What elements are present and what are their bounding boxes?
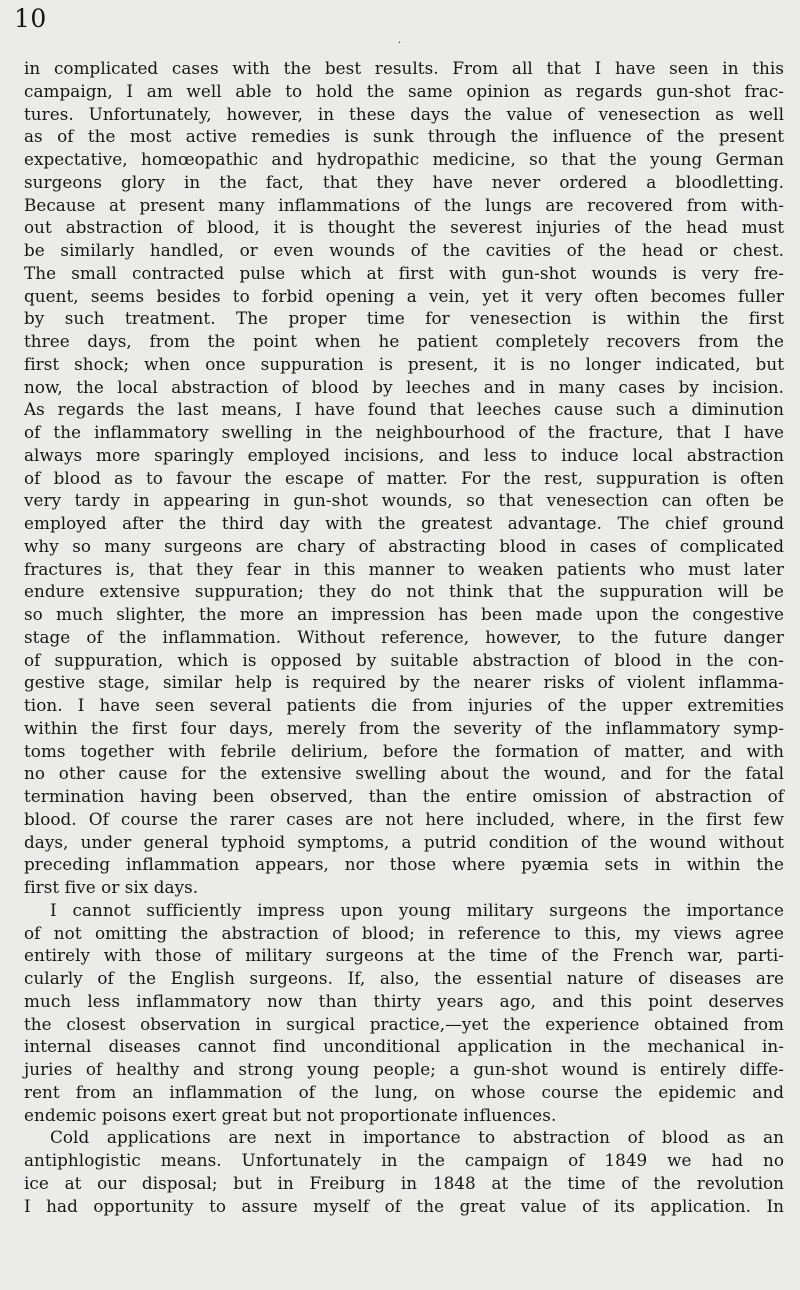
text-line: now, the local abstraction of blood by leeches and in many cases by incision. <box>24 376 784 397</box>
text-line: surgeons glory in the fact, that they have never ordered a bloodletting. <box>24 171 784 192</box>
text-line: of not omitting the abstraction of blood; in reference to this, my views agree <box>24 922 784 943</box>
text-line: Cold applications are next in importance to abstraction of blood as an <box>50 1127 784 1148</box>
text-line: I had opportunity to assure myself of the great value of its application. In <box>24 1195 784 1216</box>
body-text <box>24 57 784 1217</box>
text-line: campaign, I am well able to hold the same opinion as regards gun-shot frac- <box>24 80 784 101</box>
text-line: fractures is, that they fear in this manner to weaken patients who must later <box>24 558 784 579</box>
text-line: rent from an inflammation of the lung, on whose course the epidemic and <box>24 1081 784 1102</box>
text-line: blood. Of course the rarer cases are not here included, where, in the first few <box>24 808 784 829</box>
text-line: gestive stage, similar help is required by the nearer risks of violent inflamma- <box>24 672 784 693</box>
text-line: why so many surgeons are chary of abstracting blood in cases of complicated <box>24 535 784 556</box>
text-line: expectative, homœopathic and hydropathic medicine, so that the young German <box>24 149 784 169</box>
text-line: three days, from the point when he patient completely recovers from the <box>24 331 784 351</box>
text-line: no other cause for the extensive swelling about the wound, and for the fatal <box>24 763 784 784</box>
text-line: as of the most active remedies is sunk through the influence of the present <box>24 126 784 147</box>
text-line: of blood as to favour the escape of matter. For the rest, suppuration is often <box>24 467 784 488</box>
text-line: As regards the last means, I have found that leeches cause such a diminution <box>24 399 784 420</box>
text-line: juries of healthy and strong young people; a gun-shot wound is entirely diffe- <box>24 1059 784 1079</box>
text-line: toms together with febrile delirium, before the formation of matter, and with <box>24 740 784 761</box>
text-line: first shock; when once suppuration is present, it is no longer indicated, but <box>24 353 784 374</box>
text-line: I cannot sufficiently impress upon young military surgeons the importance <box>50 899 784 920</box>
text-line: within the first four days, merely from the severity of the inflammatory symp- <box>24 717 784 738</box>
text-line: stage of the inflammation. Without reference, however, to the future danger <box>24 626 784 647</box>
text-line: entirely with those of military surgeons at the time of the French war, parti- <box>24 945 784 966</box>
text-line: antiphlogistic means. Unfortunately in the campaign of 1849 we had no <box>24 1150 784 1170</box>
text-line: ice at our disposal; but in Freiburg in 1848 at the time of the revolution <box>24 1172 784 1193</box>
page-number: 10 <box>14 4 47 33</box>
text-line: first five or six days. <box>24 877 199 897</box>
text-line: endure extensive suppuration; they do not think that the suppuration will be <box>24 581 784 602</box>
text-line: the closest observation in surgical practice,—yet the experience obtained from <box>24 1013 784 1034</box>
text-line: so much slighter, the more an impression has been made upon the congestive <box>24 604 784 624</box>
text-line: in complicated cases with the best results. From all that I have seen in this <box>24 58 784 78</box>
text-line: tion. I have seen several patients die from injuries of the upper extremities <box>24 695 784 715</box>
text-line: of suppuration, which is opposed by suitable abstraction of blood in the con- <box>24 649 784 670</box>
text-line: The small contracted pulse which at first with gun-shot wounds is very fre- <box>24 262 784 283</box>
text-line: endemic poisons exert great but not proportionate influences. <box>24 1104 557 1125</box>
text-line: by such treatment. The proper time for venesection is within the first <box>24 308 784 329</box>
text-line: out abstraction of blood, it is thought the severest injuries of the head must <box>24 217 784 238</box>
text-line: quent, seems besides to forbid opening a vein, yet it very often becomes fuller <box>24 285 784 306</box>
text-line: internal diseases cannot find unconditional application in the mechanical in- <box>24 1036 784 1057</box>
text-line: employed after the third day with the greatest advantage. The chief ground <box>24 513 784 533</box>
stray-mark: . <box>398 35 402 46</box>
text-line: be similarly handled, or even wounds of the cavities of the head or chest. <box>24 240 784 260</box>
text-line: termination having been observed, than the entire omission of abstraction of <box>24 786 784 806</box>
text-line: of the inflammatory swelling in the neighbourhood of the fracture, that I have <box>24 422 784 442</box>
text-line: much less inflammatory now than thirty years ago, and this point deserves <box>24 990 784 1011</box>
text-line: very tardy in appearing in gun-shot wounds, so that venesection can often be <box>24 490 784 511</box>
text-line: always more sparingly employed incisions, and less to induce local abstraction <box>24 444 784 465</box>
text-line: days, under general typhoid symptoms, a putrid condition of the wound without <box>24 831 784 852</box>
text-line: preceding inflammation appears, nor those where pyæmia sets in within the <box>24 854 784 875</box>
text-line: Because at present many inflammations of the lungs are recovered from with- <box>24 194 784 215</box>
text-line: cularly of the English surgeons. If, also, the essential nature of diseases are <box>24 968 784 988</box>
text-line: tures. Unfortunately, however, in these days the value of venesection as well <box>24 103 784 124</box>
